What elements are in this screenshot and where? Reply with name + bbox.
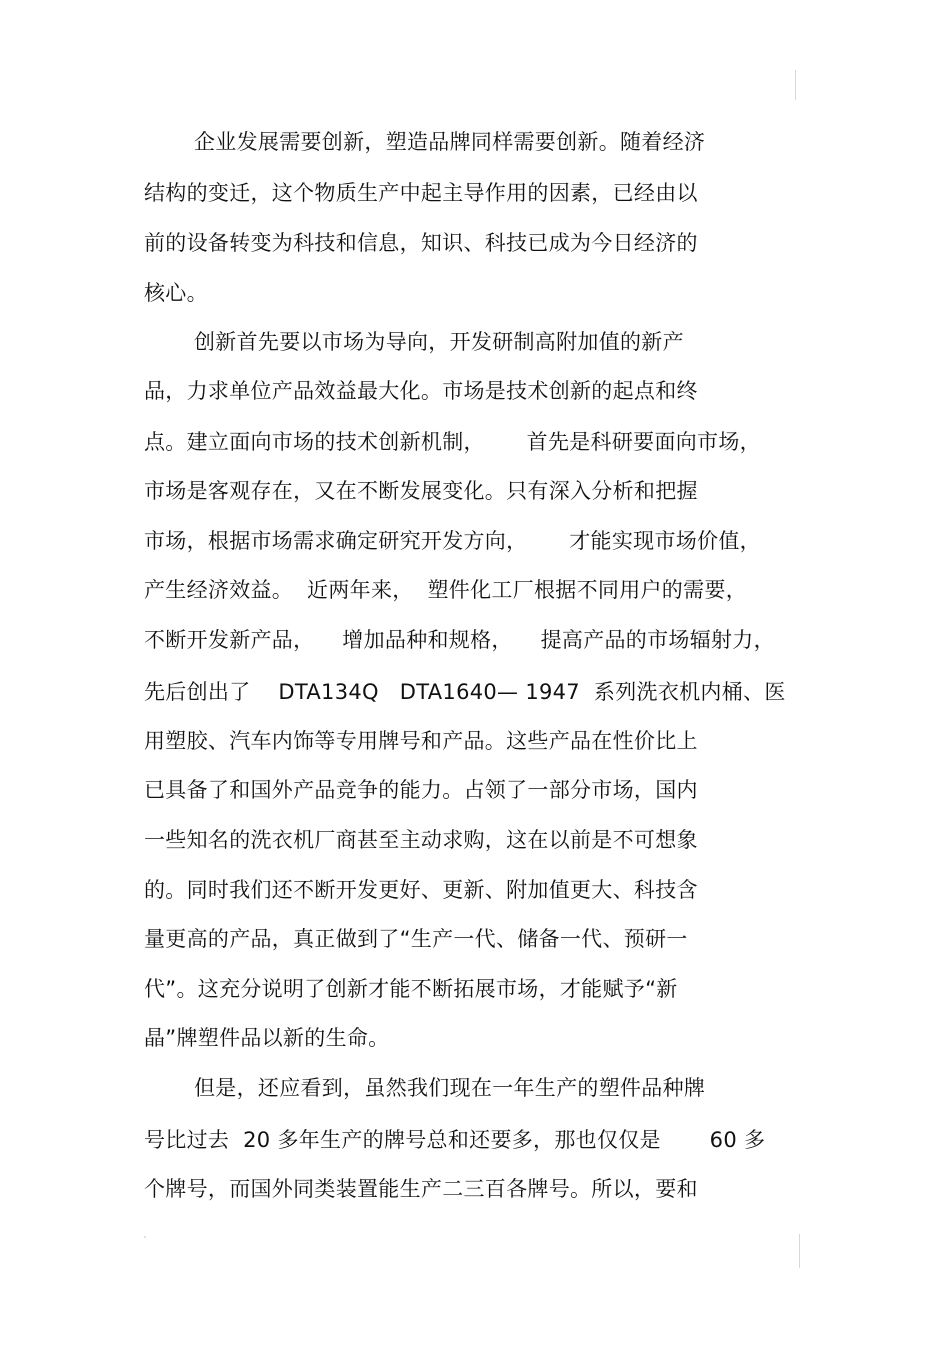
paragraph-3-line-1: 但是，还应看到，虽然我们现在一年生产的塑件品种牌: [194, 1076, 706, 1100]
page-edge-mark-bottom: [799, 1234, 800, 1268]
paragraph-2-line-8: 先后创出了 DTA134Q DTA1640— 1947 系列洗衣机内桶、医: [144, 680, 786, 704]
paragraph-3-line-2: 号比过去 20 多年生产的牌号总和还要多，那也仅仅是 60 多: [144, 1128, 766, 1152]
page-edge-mark-dot: [144, 1236, 146, 1238]
paragraph-2-line-11: 一些知名的洗衣机厂商甚至主动求购，这在以前是不可想象: [144, 828, 698, 852]
paragraph-2-line-14: 代”。这充分说明了创新才能不断拓展市场，才能赋予“新: [144, 977, 678, 1001]
paragraph-2-line-7: 不断开发新产品， 增加品种和规格， 提高产品的市场辐射力，: [144, 628, 775, 652]
paragraph-1-line-1: 企业发展需要创新，塑造品牌同样需要创新。随着经济: [194, 130, 706, 154]
paragraph-2-line-5: 市场，根据市场需求确定研究开发方向， 才能实现市场价值，: [144, 529, 761, 553]
paragraph-1-line-3: 前的设备转变为科技和信息，知识、科技已成为今日经济的: [144, 231, 698, 255]
paragraph-2-line-10: 已具备了和国外产品竞争的能力。占领了一部分市场，国内: [144, 778, 698, 802]
paragraph-2-line-2: 品，力求单位产品效益最大化。市场是技术创新的起点和终: [144, 379, 698, 403]
paragraph-1-line-2: 结构的变迁，这个物质生产中起主导作用的因素，已经由以: [144, 181, 698, 205]
paragraph-2-line-1: 创新首先要以市场为导向，开发研制高附加值的新产: [194, 330, 684, 354]
paragraph-2-line-9: 用塑胶、汽车内饰等专用牌号和产品。这些产品在性价比上: [144, 729, 698, 753]
paragraph-2-line-3: 点。建立面向市场的技术创新机制， 首先是科研要面向市场，: [144, 430, 761, 454]
paragraph-2-line-12: 的。同时我们还不断开发更好、更新、附加值更大、科技含: [144, 878, 698, 902]
paragraph-2-line-13: 量更高的产品，真正做到了“生产一代、储备一代、预研一: [144, 927, 688, 951]
paragraph-2-line-6: 产生经济效益。 近两年来， 塑件化工厂根据不同用户的需要，: [144, 578, 747, 602]
paragraph-2-line-15: 晶”牌塑件品以新的生命。: [144, 1026, 390, 1050]
paragraph-2-line-4: 市场是客观存在，又在不断发展变化。只有深入分析和把握: [144, 479, 698, 503]
paragraph-1-line-4: 核心。: [144, 281, 208, 305]
paragraph-3-line-3: 个牌号，而国外同类装置能生产二三百各牌号。所以，要和: [144, 1177, 698, 1201]
page-edge-mark-top: [795, 70, 796, 100]
